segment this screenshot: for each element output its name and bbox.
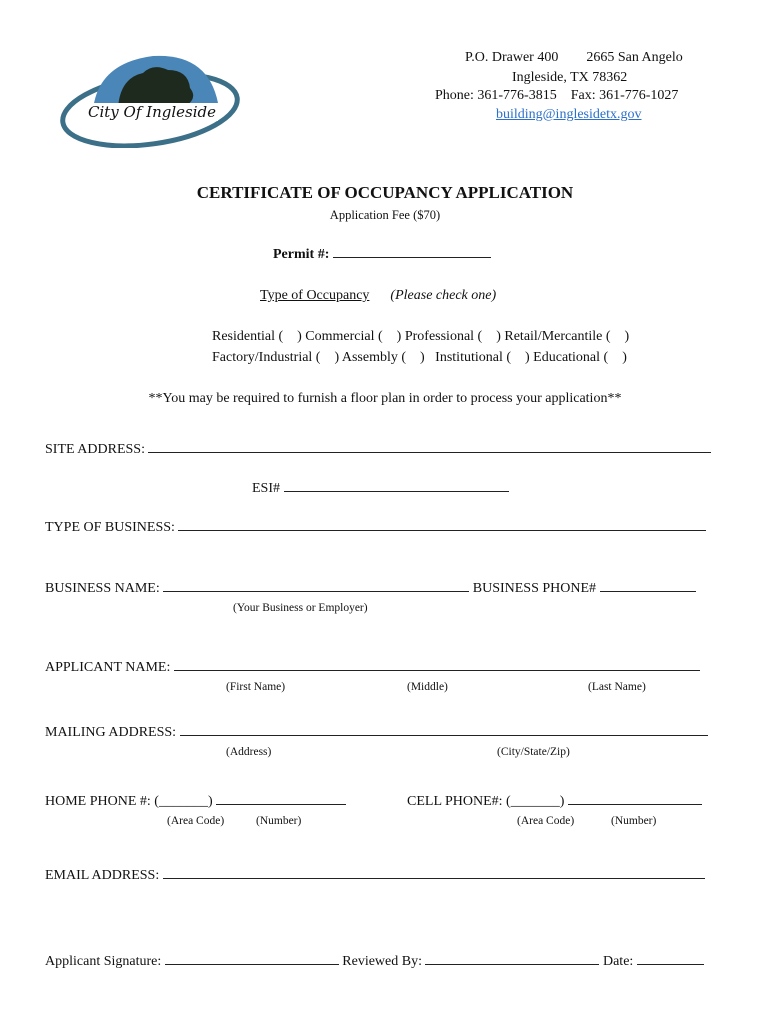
- business-name-line[interactable]: [163, 590, 469, 592]
- middle-name-hint: (Middle): [407, 681, 448, 693]
- applicant-name-field[interactable]: APPLICANT NAME:: [45, 660, 700, 676]
- signature-row[interactable]: Applicant Signature: Reviewed By: Date:: [45, 954, 704, 970]
- mailing-address-line[interactable]: [180, 734, 708, 736]
- business-name-hint: (Your Business or Employer): [233, 602, 368, 614]
- phone-fax-line: Phone: 361-776-3815 Fax: 361-776-1027: [435, 88, 679, 103]
- occupancy-options-row-1[interactable]: Residential ( ) Commercial ( ) Professional ( ) Retail/Mercantile ( ): [212, 329, 630, 344]
- occupancy-options-row-2[interactable]: Factory/Industrial ( ) Assembly ( ) Institutional ( ) Educational ( ): [212, 350, 627, 365]
- cell-phone-field[interactable]: CELL PHONE#: (_______): [407, 794, 702, 810]
- address-hint: (Address): [226, 746, 272, 758]
- business-name-field[interactable]: BUSINESS NAME: BUSINESS PHONE#: [45, 581, 696, 597]
- occupancy-label: Type of Occupancy (Please check one): [260, 288, 497, 303]
- home-number-hint: (Number): [256, 815, 302, 827]
- home-phone-line[interactable]: [216, 803, 346, 805]
- email-link[interactable]: building@inglesidetx.gov: [496, 107, 642, 122]
- cell-number-hint: (Number): [611, 815, 657, 827]
- site-address-line[interactable]: [148, 451, 711, 453]
- applicant-name-line[interactable]: [174, 669, 700, 671]
- address-line-1: P.O. Drawer 400 2665 San Angelo: [465, 50, 683, 65]
- application-fee: Application Fee ($70): [329, 208, 441, 222]
- date-line[interactable]: [637, 963, 704, 965]
- city-state-zip-hint: (City/State/Zip): [497, 746, 570, 758]
- cell-phone-line[interactable]: [568, 803, 702, 805]
- first-name-hint: (First Name): [226, 681, 286, 693]
- mailing-address-field[interactable]: MAILING ADDRESS:: [45, 725, 708, 741]
- page-title: CERTIFICATE OF OCCUPANCY APPLICATION: [196, 183, 574, 202]
- esi-line[interactable]: [284, 490, 509, 492]
- last-name-hint: (Last Name): [588, 681, 646, 693]
- permit-number-field[interactable]: Permit #:: [273, 247, 491, 263]
- address-line-2: Ingleside, TX 78362: [512, 70, 628, 85]
- floor-plan-notice: **You may be required to furnish a floor plan in order to process your application**: [148, 391, 622, 406]
- reviewed-by-line[interactable]: [425, 963, 599, 965]
- logo-text: City Of Ingleside: [88, 103, 216, 121]
- site-address-field[interactable]: SITE ADDRESS:: [45, 442, 711, 458]
- cell-area-code-hint: (Area Code): [517, 815, 575, 827]
- type-of-business-line[interactable]: [178, 529, 706, 531]
- business-phone-line[interactable]: [600, 590, 696, 592]
- type-of-business-field[interactable]: TYPE OF BUSINESS:: [45, 520, 706, 536]
- email-address-line[interactable]: [163, 877, 705, 879]
- permit-number-line[interactable]: [333, 256, 491, 258]
- tree-logo-icon: [58, 48, 248, 148]
- home-phone-field[interactable]: HOME PHONE #: (_______): [45, 794, 346, 810]
- email-address-field[interactable]: EMAIL ADDRESS:: [45, 868, 705, 884]
- esi-field[interactable]: ESI#: [252, 481, 509, 497]
- home-area-code-hint: (Area Code): [167, 815, 225, 827]
- applicant-signature-line[interactable]: [165, 963, 339, 965]
- city-logo: [58, 48, 248, 148]
